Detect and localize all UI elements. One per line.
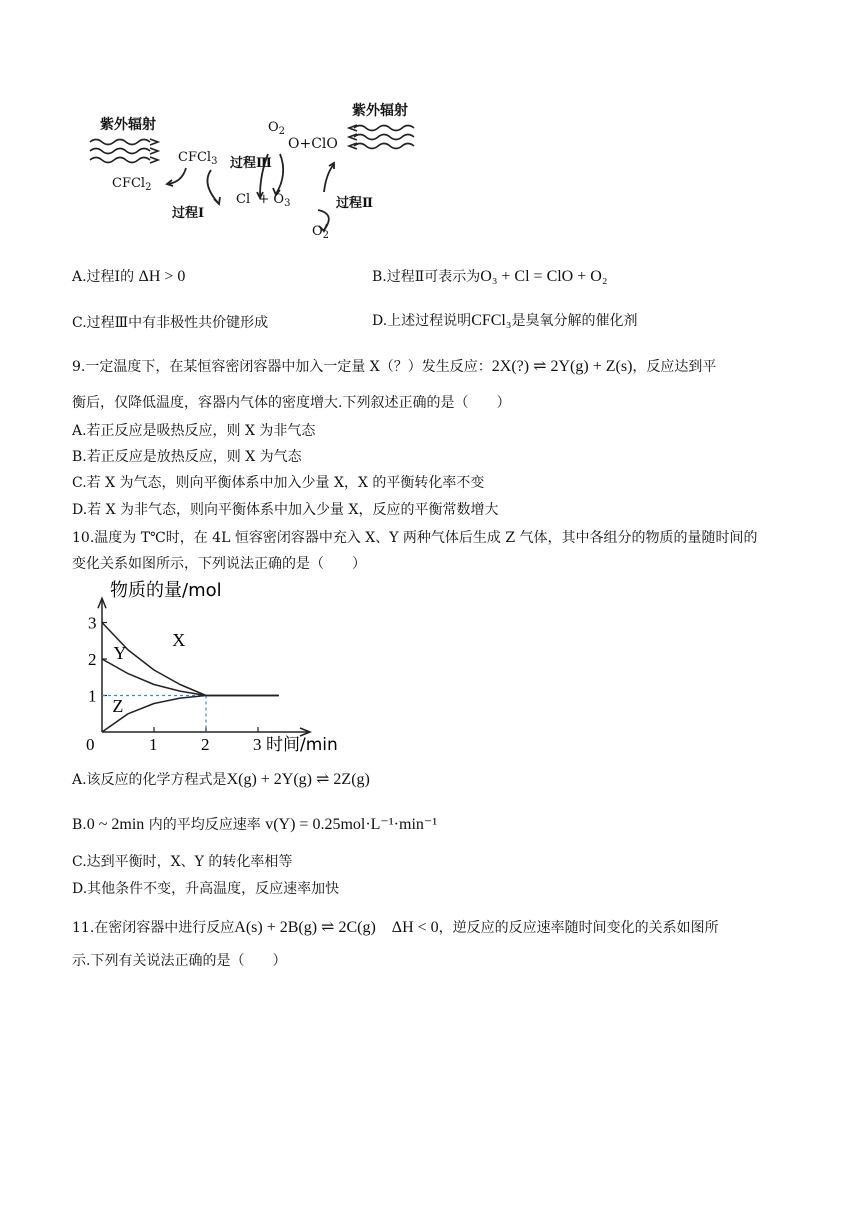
series-line-z xyxy=(102,696,279,733)
x-tick-label: 0 xyxy=(86,735,95,754)
q10-option-b: B.0 ~ 2min 内的平均反应速率 v(Y) = 0.25mol·L⁻¹·min⁻¹ xyxy=(72,816,438,833)
q9-option-a: A.若正反应是吸热反应，则 X 为非气态 xyxy=(72,423,316,439)
x-axis-label: 时间/min xyxy=(266,735,338,755)
series-line-x xyxy=(102,623,279,696)
series-label-x: X xyxy=(172,630,186,651)
cfcl3-label: CFCl$_3$ xyxy=(178,150,218,167)
q9-stem-line1: 9.一定温度下，在某恒容密闭容器中加入一定量 X（？）发生反应：2X(?) ⇌ 2Y(g) + Z(s)，反应达到平 xyxy=(72,358,717,375)
uv-wave-left xyxy=(90,139,158,163)
x-tick-label: 1 xyxy=(149,735,158,754)
uv-label-right: 紫外辐射 xyxy=(352,103,408,119)
q8-option-d: D.上述过程说明CFCl₃是臭氧分解的催化剂 xyxy=(372,312,638,329)
q10-chart xyxy=(72,576,372,760)
uv-label-left: 紫外辐射 xyxy=(100,117,156,133)
series-label-y: Y xyxy=(113,643,127,663)
q10-stem-line1: 10.温度为 T℃时，在 4L 恒容密闭容器中充入 X、Y 两种气体后生成 Z 气体，其中各组分的物质的量随时间的 xyxy=(72,530,758,546)
y-axis-label: 物质的量/mol xyxy=(110,580,222,601)
o-clo-label: O+ClO xyxy=(288,136,338,152)
q11-stem-line2: 示.下列有关说法正确的是（ ） xyxy=(72,953,287,969)
y-tick-label: 1 xyxy=(88,686,97,706)
q10-stem-line2: 变化关系如图所示，下列说法正确的是（ ） xyxy=(72,556,366,572)
q8-option-c: C.过程Ⅲ中有非极性共价键形成 xyxy=(72,315,269,331)
q10-chart-svg xyxy=(72,576,372,760)
y-tick-label: 3 xyxy=(88,613,97,633)
cfcl2-label: CFCl$_2$ xyxy=(112,176,152,193)
q10-option-d: D.其他条件不变，升高温度，反应速率加快 xyxy=(72,881,340,897)
process-1-label: 过程Ⅰ xyxy=(172,206,205,221)
q8-option-b: B.过程Ⅱ可表示为O₃ + Cl = ClO + O₂ xyxy=(372,268,608,285)
ozone-diagram xyxy=(86,96,436,246)
q11-stem-line1: 11.在密闭容器中进行反应A(s) + 2B(g) ⇌ 2C(g) ΔH < 0，逆反应的反应速率随时间变化的关系如图所 xyxy=(72,919,719,936)
cl-o3-label: $Cl + O_3$ xyxy=(236,192,291,209)
o2-bottom-label: $O_2$ xyxy=(312,224,330,241)
series-line-y xyxy=(102,659,279,696)
q9-stem-line2: 衡后，仅降低温度，容器内气体的密度增大.下列叙述正确的是（ ） xyxy=(72,395,511,411)
series-label-z: Z xyxy=(112,695,124,716)
q10-option-a: A.该反应的化学方程式是X(g) + 2Y(g) ⇌ 2Z(g) xyxy=(72,771,370,788)
x-tick-label: 3 xyxy=(253,735,262,754)
uv-wave-right xyxy=(349,125,414,149)
q8-option-a: A.过程Ⅰ的 ΔH > 0 xyxy=(72,268,186,285)
process-2-label: 过程Ⅱ xyxy=(336,196,373,211)
q9-option-b: B.若正反应是放热反应，则 X 为气态 xyxy=(72,449,302,465)
x-tick-label: 2 xyxy=(201,735,210,754)
q9-option-c: C.若 X 为气态，则向平衡体系中加入少量 X，X 的平衡转化率不变 xyxy=(72,475,485,491)
o2-top-label: $O_2$ xyxy=(268,120,286,137)
process-3-label: 过程Ⅲ xyxy=(230,156,272,171)
q9-option-d: D.若 X 为非气态，则向平衡体系中加入少量 X，反应的平衡常数增大 xyxy=(72,502,499,518)
y-tick-label: 2 xyxy=(88,650,97,669)
q10-option-c: C.达到平衡时，X、Y 的转化率相等 xyxy=(72,854,293,870)
